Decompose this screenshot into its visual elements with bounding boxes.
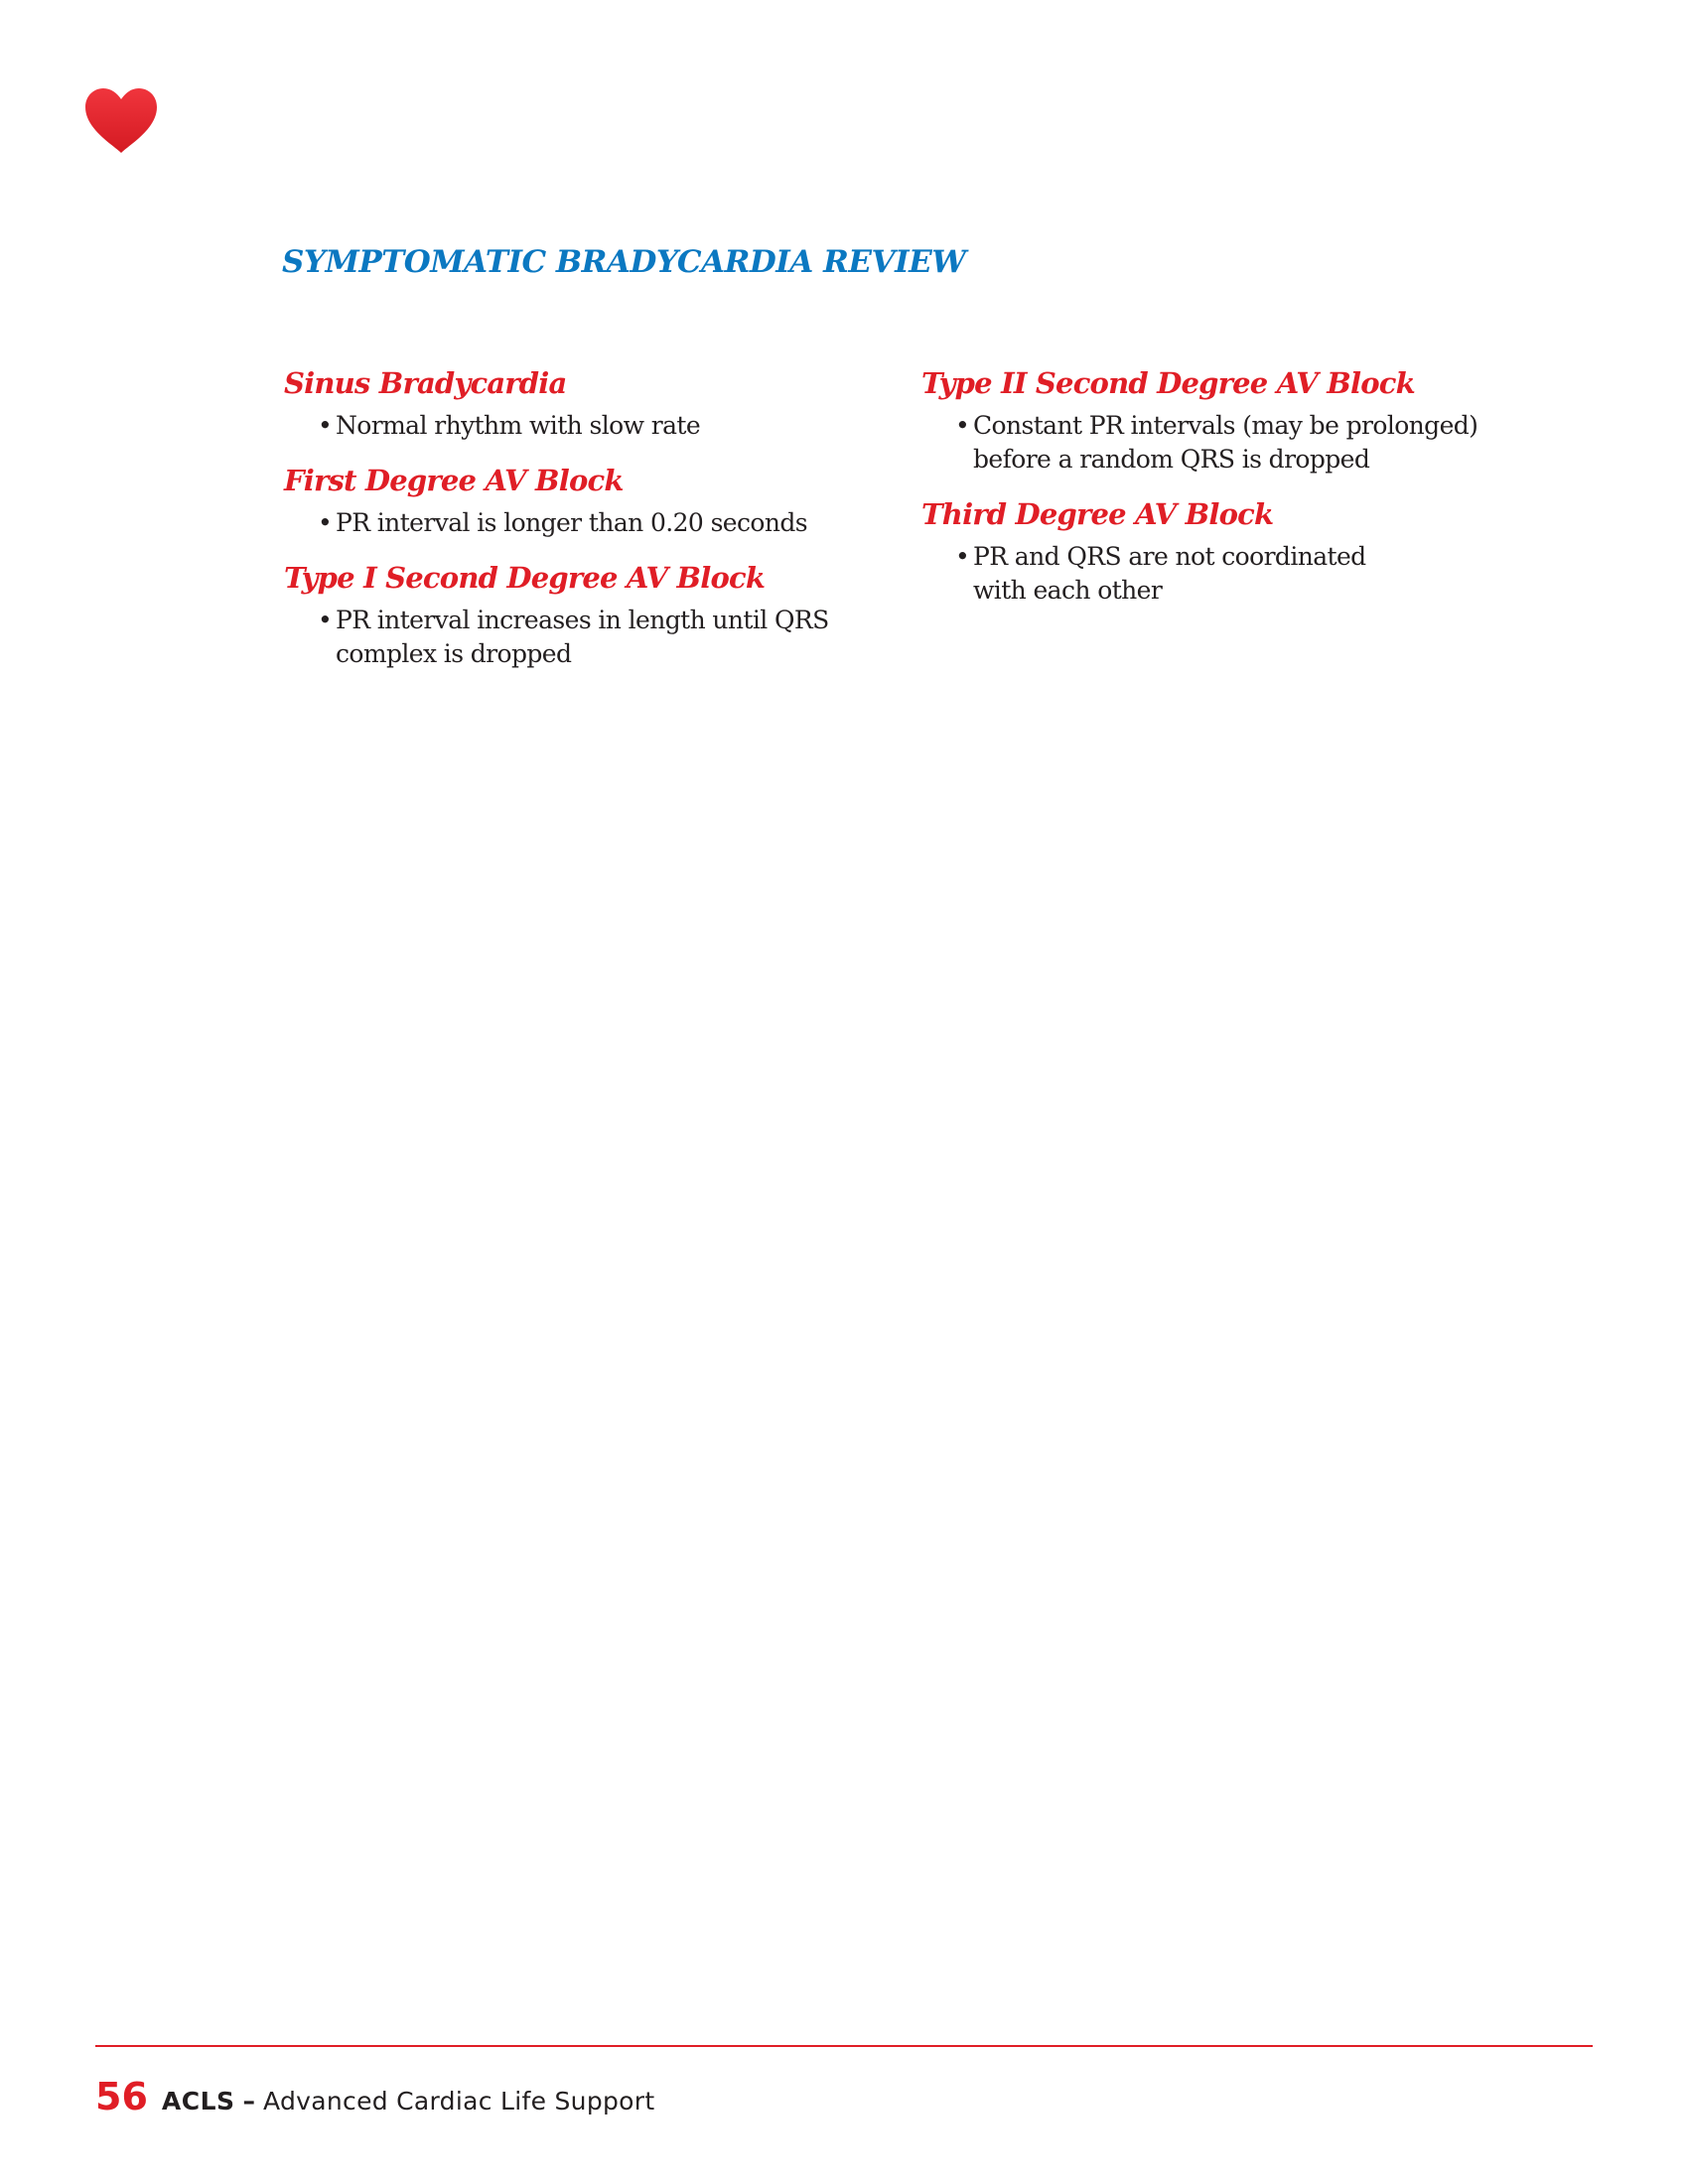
footer-divider xyxy=(95,2045,1593,2047)
section-heading: Sinus Bradycardia xyxy=(284,366,567,400)
heart-icon xyxy=(83,87,159,155)
list-item-text: PR interval is longer than 0.20 seconds xyxy=(336,508,807,537)
page-number: 56 xyxy=(95,2075,148,2118)
list-item xyxy=(318,604,832,671)
section-heading: Third Degree AV Block xyxy=(921,497,1274,531)
list-item xyxy=(955,409,1509,477)
list-item xyxy=(955,540,1390,608)
list-item-text: PR interval increases in length until QRS complex is dropped xyxy=(336,606,829,668)
section-heading: Type I Second Degree AV Block xyxy=(284,561,766,595)
page-footer xyxy=(95,2075,654,2118)
bullet-list xyxy=(284,506,870,540)
section-sinus-bradycardia xyxy=(284,365,870,443)
bullet-list xyxy=(921,540,1537,608)
right-column xyxy=(921,365,1537,627)
page-title: SYMPTOMATIC BRADYCARDIA REVIEW xyxy=(282,244,966,280)
bullet-dot: • xyxy=(955,411,970,440)
section-first-degree-av-block xyxy=(284,463,870,540)
bullet-list xyxy=(921,409,1537,477)
footer-abbreviation: ACLS xyxy=(161,2087,235,2116)
footer-dash: – xyxy=(242,2087,256,2116)
list-item xyxy=(318,506,870,540)
left-column xyxy=(284,365,870,691)
section-third-degree-av-block xyxy=(921,496,1537,608)
bullet-list xyxy=(284,604,870,671)
section-type-i-second-degree-av-block xyxy=(284,560,870,671)
section-type-ii-second-degree-av-block xyxy=(921,365,1537,477)
list-item xyxy=(318,409,870,443)
list-item-text: Constant PR intervals (may be prolonged) before a random QRS is dropped xyxy=(973,411,1478,474)
footer-subtitle: Advanced Cardiac Life Support xyxy=(263,2087,655,2116)
bullet-dot: • xyxy=(318,411,333,440)
list-item-text: PR and QRS are not coordinated with each other xyxy=(973,542,1366,605)
list-item-text: Normal rhythm with slow rate xyxy=(336,411,701,440)
bullet-dot: • xyxy=(318,606,333,634)
section-heading: First Degree AV Block xyxy=(284,464,624,497)
bullet-list xyxy=(284,409,870,443)
section-heading: Type II Second Degree AV Block xyxy=(921,366,1415,400)
bullet-dot: • xyxy=(318,508,333,537)
bullet-dot: • xyxy=(955,542,970,571)
